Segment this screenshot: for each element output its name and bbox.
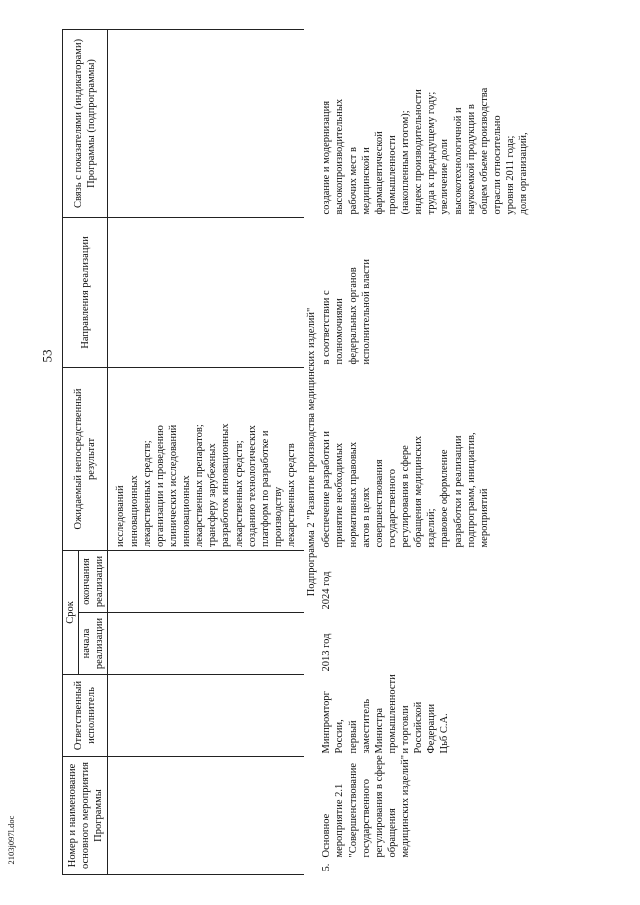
subprogram-row — [304, 29, 319, 874]
text-line: мероприятий — [478, 488, 490, 548]
text-line: рабочих мест в — [347, 147, 359, 215]
header-directions: Направления реализации — [63, 217, 108, 367]
text-line: создание и модернизация — [321, 100, 333, 215]
text-line: исследований — [115, 485, 127, 547]
text-line: разработок инновационных — [220, 423, 232, 547]
text-line: медицинских изделий" — [400, 754, 411, 858]
text-line: отрасли относительно — [491, 115, 503, 215]
row-end: 2024 год — [321, 571, 333, 610]
text-line: медицинской и — [360, 147, 372, 215]
text-line: исполнительной власти — [360, 259, 372, 365]
text-line: платформ по разработке и — [259, 430, 271, 547]
text-line: доля организаций, — [518, 132, 530, 215]
text-line: клинических исследований — [167, 424, 179, 547]
header-term: Срок — [63, 550, 79, 674]
text-line: регулирования в сфере — [400, 445, 411, 548]
text-line: фармацевтической — [373, 131, 385, 215]
text-line: государственного — [386, 468, 398, 548]
row-indicators — [319, 29, 531, 217]
text-line: регулирования в сфере — [373, 755, 385, 858]
header-indicators: Связь с показателями (индикаторами) Программы (подпрограммы) — [63, 29, 108, 217]
text-line: обращения медицинских — [413, 435, 425, 548]
text-line: увеличение доли — [439, 139, 451, 215]
text-line: труда к предыдущему году; — [426, 91, 438, 215]
rotated-page — [62, 30, 577, 875]
text-line: трансферу зарубежных — [207, 443, 219, 547]
text-line: наукоемкой продукции в — [465, 104, 477, 215]
text-line: лекарственных средств — [286, 443, 297, 547]
text-line: совершенствования — [373, 459, 385, 548]
text-line: принятие необходимых — [334, 442, 346, 548]
text-line: Минпромторг — [321, 691, 333, 754]
header-term-start: начала реализации — [79, 613, 108, 675]
text-line: (накопленным итогом); — [400, 110, 411, 215]
text-line: "Совершенствование — [347, 763, 359, 858]
continuation-result — [108, 367, 304, 550]
continuation-row — [108, 29, 304, 874]
text-line: лекарственных средств; — [141, 440, 153, 547]
text-line: созданию технологических — [246, 425, 258, 547]
text-line: Федерации — [426, 703, 438, 754]
row-executor — [319, 675, 531, 757]
text-line: обеспечение разработки и — [321, 430, 333, 548]
text-line: Цьб С.А. — [439, 713, 451, 754]
text-line: первый — [347, 720, 359, 754]
text-line: промышленности — [386, 674, 398, 754]
text-line: в соответствии с — [321, 290, 333, 365]
header-expected-result: Ожидаемый непосредственный результат — [63, 367, 108, 550]
text-line: и торговли — [400, 705, 411, 754]
table-row — [319, 29, 531, 874]
text-line: изделий; — [426, 508, 438, 548]
text-line: обращения — [386, 808, 398, 858]
header-number-name: Номер и наименование основного мероприятия Программы — [63, 757, 108, 875]
row-number: 5. — [321, 863, 333, 872]
row-start: 2013 год — [321, 633, 333, 672]
text-line: индекс производительности — [413, 89, 425, 215]
footer-filename: 2103j097l.doc — [6, 815, 16, 865]
text-line: нормативных правовых — [347, 441, 359, 548]
text-line: России, — [334, 719, 346, 754]
text-line: лекарственных препаратов; — [194, 424, 206, 547]
text-line: высокопроизводительных — [334, 98, 346, 215]
header-executor: Ответственный исполнитель — [63, 675, 108, 757]
text-line: организации и проведению — [154, 425, 166, 547]
text-line: высокотехнологичной и — [452, 107, 464, 215]
row-number-name — [319, 754, 531, 875]
text-line: государственного — [360, 778, 372, 858]
row-name-first: Основное — [321, 813, 333, 858]
text-line: правовое оформление — [439, 449, 451, 548]
row-name-rest — [333, 754, 412, 872]
text-line: Российской — [413, 701, 425, 754]
text-line: разработки и реализации — [452, 435, 464, 548]
text-line: полномочиями — [334, 298, 346, 365]
text-line: общем объеме производства — [478, 87, 490, 215]
text-line: уровня 2011 года; — [505, 135, 516, 215]
subprogram-title: Подпрограмма 2 "Развитие производства медицинских изделий" — [306, 307, 318, 597]
text-line: инновационных — [181, 475, 192, 547]
row-result — [319, 367, 531, 550]
text-line: подпрограмм, инициатив, — [465, 432, 477, 548]
text-line: Министра — [373, 708, 385, 754]
page-number: 53 — [39, 349, 54, 363]
text-line: актов в целях — [360, 487, 372, 548]
program-table — [62, 29, 531, 875]
text-line: производству — [272, 486, 284, 547]
text-line: мероприятие 2.1 — [334, 783, 346, 858]
text-line: инновационных — [128, 475, 140, 547]
text-line: лекарственных средств; — [233, 440, 245, 547]
row-directions — [319, 217, 531, 367]
text-line: федеральных органов — [347, 267, 359, 365]
text-line: промышленности — [386, 135, 398, 215]
text-line: заместитель — [360, 698, 372, 754]
header-term-end: окончания реализации — [79, 550, 108, 612]
